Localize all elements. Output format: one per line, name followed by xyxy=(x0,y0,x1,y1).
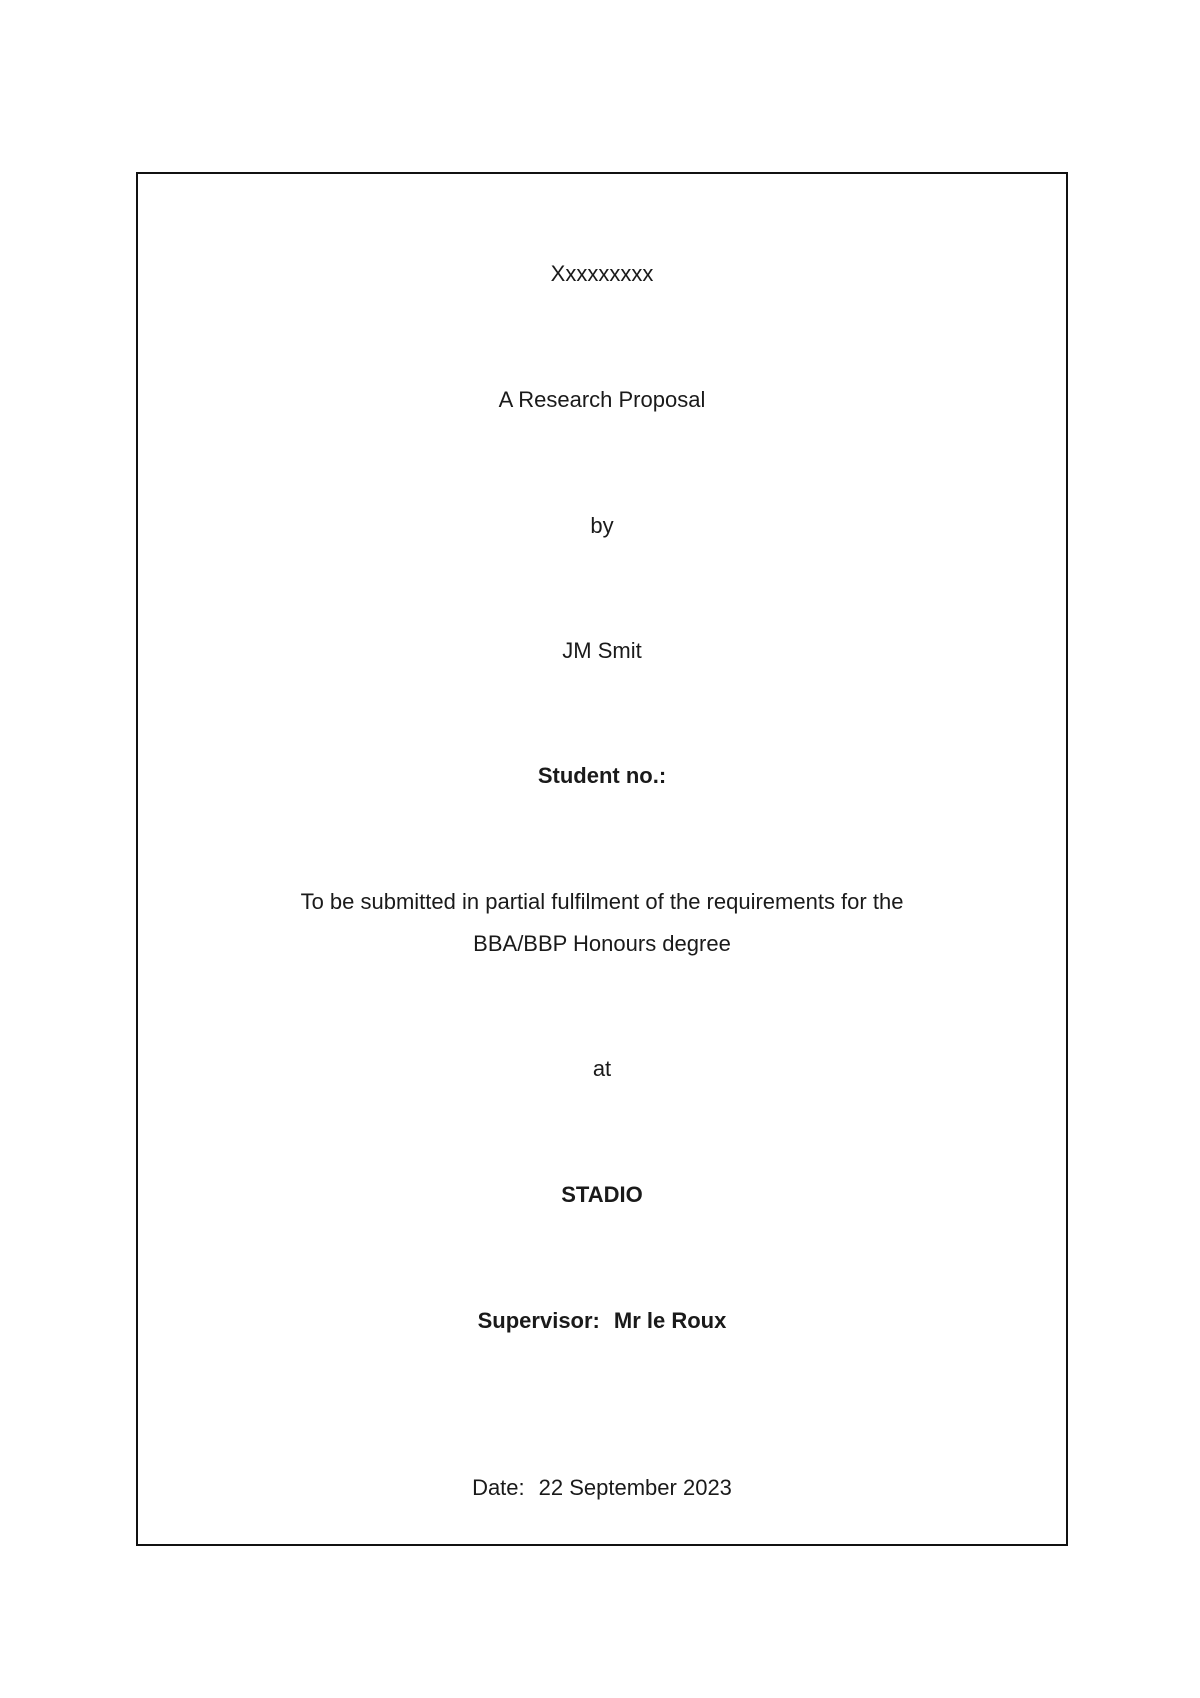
cover-page-border xyxy=(136,172,1068,1546)
document-type: A Research Proposal xyxy=(498,387,706,412)
title-placeholder: Xxxxxxxxx xyxy=(550,261,654,286)
institution-name: STADIO xyxy=(561,1182,643,1207)
submission-statement-line-1: To be submitted in partial fulfilment of the requirements for the xyxy=(300,889,904,914)
supervisor-line xyxy=(136,1307,1068,1335)
date-line xyxy=(136,1474,1068,1502)
at-label: at xyxy=(592,1056,612,1081)
student-number-label: Student no.: xyxy=(537,763,667,788)
supervisor-label: Supervisor: xyxy=(477,1308,600,1333)
supervisor-name: Mr le Roux xyxy=(613,1308,727,1333)
by-label: by xyxy=(590,513,614,538)
date-value: 22 September 2023 xyxy=(538,1475,732,1500)
submission-statement-line-2: BBA/BBP Honours degree xyxy=(473,931,731,956)
date-label: Date: xyxy=(472,1475,525,1500)
author-name: JM Smit xyxy=(562,638,642,663)
